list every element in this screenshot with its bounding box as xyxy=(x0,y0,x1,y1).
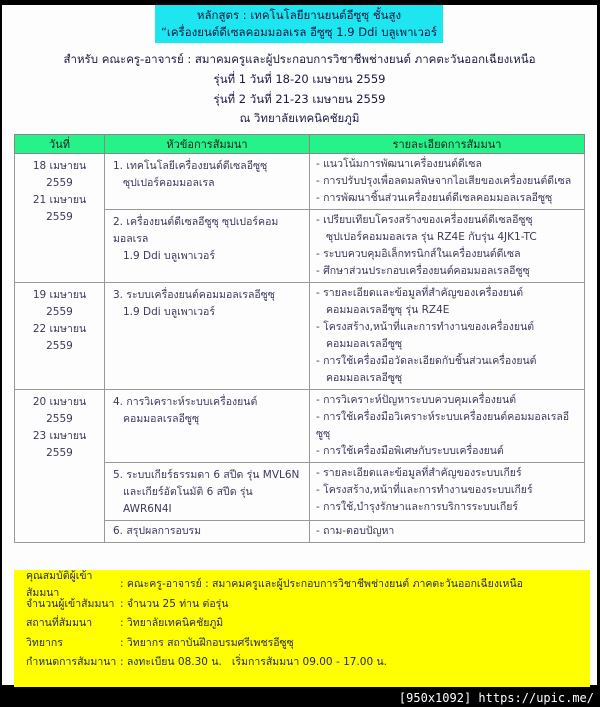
session-2: รุ่นที่ 2 วันที่ 21-23 เมษายน 2559 xyxy=(213,92,386,106)
table-row xyxy=(15,283,585,390)
date-text: 23 เมษายน 2559 xyxy=(32,430,87,459)
detail-cell xyxy=(310,521,585,543)
date-text: 19 เมษายน 2559 xyxy=(32,289,87,318)
footer-value: : ลงทะเบียน 08.30 น. เริ่มการสัมมนา 09.00 - 17.00 น. xyxy=(120,656,387,669)
footer-row-qualification xyxy=(14,569,590,599)
date-cell xyxy=(15,390,105,543)
detail-item: - ศึกษาส่วนประกอบเครื่องยนต์คอมมอลเรลอีซูซุ xyxy=(316,265,530,277)
table-row xyxy=(15,390,585,463)
detail-cell xyxy=(310,283,585,390)
date-cell xyxy=(15,154,105,283)
topic-text: 3. ระบบเครื่องยนต์คอมมอลเรลอีซูซุ xyxy=(113,289,275,301)
detail-item: - การใช้,บำรุงรักษาและการบริการระบบเกียร์ xyxy=(316,501,519,513)
detail-item: คอมมอลเรลอีซูซุ รุ่น RZ4E xyxy=(326,304,450,316)
date-text: 20 เมษายน 2559 xyxy=(32,396,87,425)
detail-item: - รายละเอียดและข้อมูลที่สำคัญของเครื่องยนต์ xyxy=(316,287,524,299)
detail-cell xyxy=(310,463,585,521)
detail-item: - การวิเคราะห์ปัญหาระบบควบคุมเครื่องยนต์ xyxy=(316,394,517,406)
detail-item: - การพัฒนาชิ้นส่วนเครื่องยนต์ดีเซลคอมมอลเรลอีซูซุ xyxy=(316,192,553,204)
date-text: 22 เมษายน 2559 xyxy=(32,323,87,352)
topic-text: 4. การวิเคราะห์ระบบเครื่องยนต์ xyxy=(113,396,258,408)
topic-cell xyxy=(105,154,310,210)
document-page xyxy=(2,5,597,685)
footer-label: สถานที่สัมมนา xyxy=(26,617,93,630)
footer-label: กำหนดการสัมมานา xyxy=(26,656,117,669)
footer-row-speaker xyxy=(14,633,590,653)
date-text: 18 เมษายน 2559 xyxy=(32,160,87,189)
detail-item: - การใช้เครื่องมือพิเศษกับระบบเครื่องยนต์ xyxy=(316,445,504,457)
footer-value: : จำนวน 25 ท่าน ต่อรุ่น xyxy=(120,597,229,610)
topic-text: 5. ระบบเกียร์ธรรมดา 6 สปีด รุ่น MVL6N xyxy=(113,469,300,481)
footer-value: : คณะครู-อาจารย์ : สมาคมครูและผู้ประกอบการวิชาชีพช่างยนต์ ภาคตะวันออกเฉียงเหนือ xyxy=(120,578,523,591)
header-detail: รายละเอียดการสัมมนา xyxy=(310,135,585,154)
detail-cell xyxy=(310,390,585,463)
footer-row-venue xyxy=(14,613,590,633)
course-title-box xyxy=(155,5,443,43)
audience-line: สำหรับ คณะครู-อาจารย์ : สมาคมครูและผู้ประกอบการวิชาชีพช่างยนต์ ภาคตะวันออกเฉียงเหนือ xyxy=(63,52,536,66)
topic-cell xyxy=(105,463,310,521)
topic-text: และเกียร์อัตโนมัติ 6 สปีด รุ่น AWR6N4I xyxy=(123,486,253,515)
footer-value: : วิทยากร สถาบันฝึกอบรมศรีเพชรอีซูซุ xyxy=(120,636,294,649)
footer-row-count xyxy=(14,594,590,614)
table-header-row xyxy=(15,135,585,154)
detail-item: - เปรียบเทียบโครงสร้างของเครื่องยนต์ดีเซลอีซูซุ xyxy=(316,214,533,226)
detail-item: คอมมอลเรลอีซูซุ xyxy=(326,372,403,384)
course-line: หลักสูตร : เทคโนโลยียานยนต์อีซูซุ ชั้นสูง xyxy=(196,8,402,22)
topic-text: 1.9 Ddi บลูเพาเวอร์ xyxy=(123,250,215,262)
topic-text: 1. เทคโนโลยีเครื่องยนต์ดีเซลอีซูซุ xyxy=(113,160,268,172)
detail-item: คอมมอลเรลอีซูซุ xyxy=(326,338,403,350)
footer-label: จำนวนผู้เข้าสัมมนา xyxy=(26,597,115,610)
header-topic: หัวข้อการสัมมนา xyxy=(105,135,310,154)
topic-cell xyxy=(105,390,310,463)
session-1: รุ่นที่ 1 วันที่ 18-20 เมษายน 2559 xyxy=(213,72,386,86)
topic-text: 2. เครื่องยนต์ดีเซลอีซูซุ ซุปเปอร์คอมมอลเรล xyxy=(113,216,279,245)
detail-item: - รายละเอียดและข้อมูลที่สำคัญของระบบเกียร์ xyxy=(316,467,522,479)
detail-item: ซุปเปอร์คอมมอลเรล รุ่น RZ4E กับรุ่น 4JK1-TC xyxy=(326,231,537,243)
topic-cell xyxy=(105,521,310,543)
date-cell xyxy=(15,283,105,390)
header-date: วันที่ xyxy=(15,135,105,154)
footer-label: วิทยากร xyxy=(26,636,63,649)
detail-item: - โครงสร้าง,หน้าที่และการทำงานของเครื่องยนต์ xyxy=(316,321,535,333)
topic-cell xyxy=(105,283,310,390)
topic-cell xyxy=(105,210,310,283)
info-footer xyxy=(14,570,590,687)
footer-label: คุณสมบัติผู้เข้าสัมมนา xyxy=(26,569,93,599)
watermark[interactable]: [950x1092] https://upic.me/ xyxy=(398,691,594,705)
date-text: 21 เมษายน 2559 xyxy=(32,194,87,223)
footer-value: : วิทยาลัยเทคนิคชัยภูมิ xyxy=(120,617,224,630)
detail-item: - โครงสร้าง,หน้าที่และการทำงานของระบบเกียร์ xyxy=(316,484,533,496)
schedule-table xyxy=(14,134,585,543)
detail-item: - แนวโน้มการพัฒนาเครื่องยนต์ดีเซล xyxy=(316,158,482,170)
venue-line: ณ วิทยาลัยเทคนิคชัยภูมิ xyxy=(239,111,360,125)
detail-item: - การใช้เครื่องมือวิเคราะห์ระบบเครื่องยนต์คอมมอลเรลอีซูซุ xyxy=(316,411,570,440)
topic-text: ซุปเปอร์คอมมอลเรล xyxy=(123,177,215,189)
detail-cell xyxy=(310,154,585,210)
detail-cell xyxy=(310,210,585,283)
detail-item: - ระบบควบคุมอิเล็กทรนิกส์ในเครื่องยนต์ดีเซล xyxy=(316,248,521,260)
topic-text: 6. สรุปผลการอบรม xyxy=(113,525,202,537)
detail-item: - การใช้เครื่องมือวัดละเอียดกับชิ้นส่วนเครื่องยนต์ xyxy=(316,355,537,367)
table-row xyxy=(15,154,585,210)
topic-text: คอมมอลเรลอีซูซุ xyxy=(123,413,200,425)
course-name: “เครื่องยนต์ดีเซลคอมมอลเรล อีซูซุ 1.9 Ddi บลูเพาเวอร์ xyxy=(160,25,438,39)
detail-item: - การปรับปรุงเพื่อลดมลพิษจากไอเสียของเครื่องยนต์ดีเซล xyxy=(316,175,572,187)
topic-text: 1.9 Ddi บลูเพาเวอร์ xyxy=(123,306,215,318)
footer-row-schedule xyxy=(14,652,590,672)
detail-item: - ถาม-ตอบปัญหา xyxy=(316,525,395,537)
